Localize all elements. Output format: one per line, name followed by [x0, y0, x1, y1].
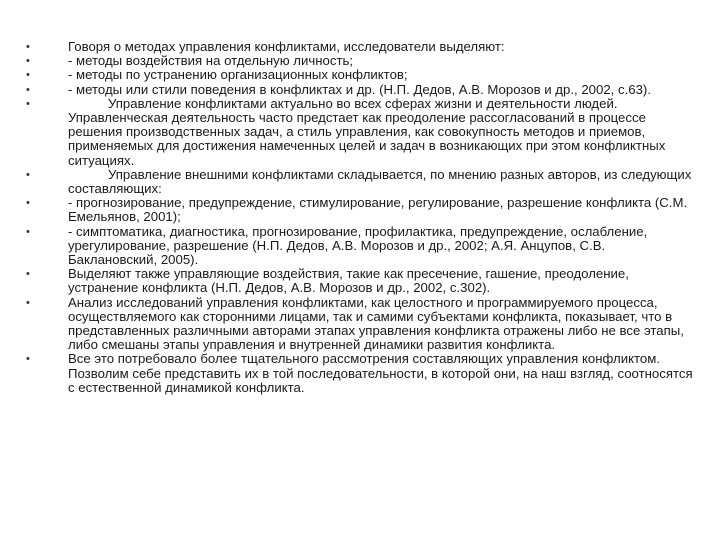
- list-item: [24, 40, 696, 54]
- list-item-text: - симптоматика, диагностика, прогнозирование, профилактика, предупреждение, ослабление, урегулирование, разрешение (Н.П. Дедов, А.В. Морозов и др., 2002; А.Я. Анцупов, С.В. Баклановский, 2005).: [68, 223, 648, 268]
- list-item-text: Управление внешними конфликтами складывается, по мнению разных авторов, из следующих составляющих:: [68, 166, 692, 197]
- list-item-text: Говоря о методах управления конфликтами, исследователи выделяют:: [68, 39, 505, 54]
- bullet-icon: •: [26, 296, 30, 309]
- bullet-icon: •: [26, 225, 30, 238]
- bullet-icon: •: [26, 97, 30, 110]
- bullet-icon: •: [26, 353, 30, 366]
- bullet-icon: •: [26, 55, 30, 68]
- list-item: [24, 267, 696, 295]
- list-item: [24, 54, 696, 68]
- list-item: [24, 83, 696, 97]
- bullet-icon: •: [26, 168, 30, 181]
- list-item-text: - прогнозирование, предупреждение, стимулирование, регулирование, разрешение конфликта (С.М. Емельянов, 2001);: [68, 195, 688, 225]
- list-item-text: - методы или стили поведения в конфликтах и др. (Н.П. Дедов, А.В. Морозов и др., 2002, с.63).: [68, 81, 651, 97]
- list-item: [24, 168, 696, 196]
- list-item-text: Все это потребовало более тщательного рассмотрения составляющих управления конфликтом. Позволим себе представить их в той последовательности, в которой они, на наш взгляд, соотносятся с естественной динамикой конфликта.: [68, 351, 693, 395]
- list-item-text: Анализ исследований управления конфликтами, как целостного и программируемого процесса, осуществляемого как сторонними лицами, так и самими субъектами конфликта, показывает, что в представленных различными авторами этапах управления конфликта отражены либо не все этапы, либо смешаны этапы управления и внутренней динамики развития конфликта.: [68, 294, 684, 353]
- list-item: [24, 296, 696, 353]
- bullet-icon: •: [26, 197, 30, 210]
- bullet-icon: •: [26, 69, 30, 82]
- list-item: [24, 352, 696, 395]
- bullet-icon: •: [26, 41, 30, 53]
- bullet-icon: •: [26, 268, 30, 281]
- list-item: [24, 97, 696, 168]
- list-item: [24, 225, 696, 268]
- list-item: [24, 196, 696, 224]
- list-item-text: - методы по устранению организационных конфликтов;: [68, 67, 408, 83]
- bullet-list: [24, 40, 696, 395]
- bullet-icon: •: [26, 83, 30, 96]
- list-item-text: - методы воздействия на отдельную личность;: [68, 53, 354, 69]
- list-item-text: Выделяют также управляющие воздействия, такие как пресечение, гашение, преодоление, устранение конфликта (Н.П. Дедов, А.В. Морозов и др., 2002, с.302).: [68, 266, 629, 296]
- list-item: [24, 68, 696, 82]
- list-item-text: Управление конфликтами актуально во всех сферах жизни и деятельности людей. Управленческая деятельность часто предстает как преодоление рассогласований в процессе решения производственных задач, а стиль управления, как совокупность методов и приемов, применяемых для достижения намеченных целей и задач в возникающих при этом конфликтных ситуациях.: [68, 95, 666, 168]
